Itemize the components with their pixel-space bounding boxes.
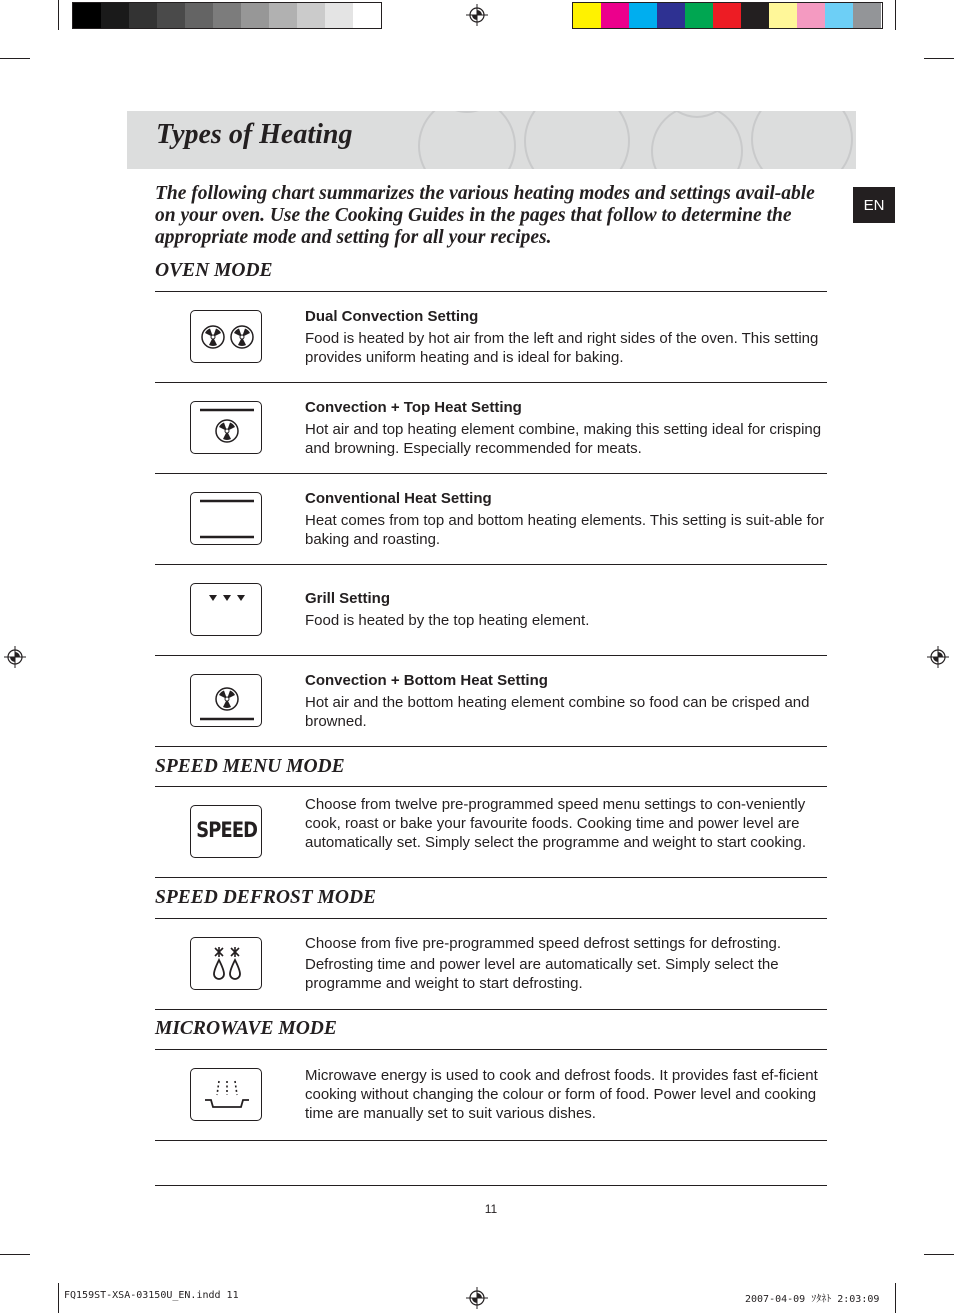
color-swatch [629,3,657,28]
convection-bottom-heat-icon [190,674,262,727]
crop-mark [895,0,896,30]
microwave-icon [190,1068,262,1121]
color-swatch [157,3,185,28]
dual-convection-icon [190,310,262,363]
divider [155,1140,827,1141]
page-number: 11 [484,1202,498,1216]
setting-description: Hot air and top heating element combine, making this setting ideal for crisping and browning. Especially recommended for meats. [305,421,822,457]
setting-description: Choose from twelve pre-programmed speed menu settings to con-veniently cook, roast or bake your favourite foods. Cooking time and power level are automatically set. Simply select the programme and weight to start cooking. [305,796,807,851]
crop-mark [58,0,59,30]
registration-mark-icon [4,646,26,668]
setting-description: Heat comes from top and bottom heating elements. This setting is suit-able for baking and roasting. [305,512,825,548]
color-swatch [213,3,241,28]
speed-icon [190,805,262,858]
oven-mode-heading: OVEN MODE [155,260,273,281]
color-swatch [601,3,629,28]
divider [155,1009,827,1010]
color-swatch [241,3,269,28]
setting-title: Dual Convection Setting [305,308,479,325]
title-banner [127,111,856,169]
setting-title: Convection + Top Heat Setting [305,399,522,416]
color-swatch [325,3,353,28]
process-color-bar [572,2,883,29]
divider [155,877,827,878]
crop-mark [0,58,30,59]
tomato-watermark-icon [407,111,856,169]
color-swatch [101,3,129,28]
color-swatch [741,3,769,28]
divider [155,918,827,919]
microwave-mode-heading: MICROWAVE MODE [155,1018,337,1039]
speed-defrost-mode-heading: SPEED DEFROST MODE [155,887,377,908]
divider [155,655,827,656]
color-swatch [185,3,213,28]
footer-divider [155,1185,827,1186]
grill-icon [190,583,262,636]
setting-title: Convection + Bottom Heat Setting [305,672,548,689]
crop-mark [0,1254,30,1255]
registration-mark-icon [466,4,488,26]
divider [155,1049,827,1050]
divider [155,746,827,747]
color-swatch [573,3,601,28]
color-swatch [657,3,685,28]
setting-description: Choose from five pre-programmed speed defrost settings for defrosting. [305,935,782,952]
setting-description: Hot air and the bottom heating element combine so food can be crisped and browned. [305,694,810,730]
color-swatch [353,3,381,28]
crop-mark [924,58,954,59]
speed-menu-mode-heading: SPEED MENU MODE [155,756,345,777]
speed-icon-label: SPEED [196,818,258,842]
color-swatch [269,3,297,28]
color-swatch [73,3,101,28]
grayscale-color-bar [72,2,382,29]
color-swatch [853,3,881,28]
color-swatch [797,3,825,28]
registration-mark-icon [927,646,949,668]
crop-mark [895,1283,896,1313]
divider [155,291,827,292]
defrost-icon [190,937,262,990]
color-swatch [685,3,713,28]
registration-mark-icon [466,1287,488,1309]
divider [155,564,827,565]
convection-top-heat-icon [190,401,262,454]
crop-mark [924,1254,954,1255]
setting-title: Conventional Heat Setting [305,490,492,507]
footer-date-slug: 2007-04-09 ｿﾀﾈﾄ 2:03:09 [745,1294,880,1305]
divider [155,786,827,787]
setting-title: Grill Setting [305,590,391,607]
color-swatch [129,3,157,28]
color-swatch [713,3,741,28]
setting-description: Food is heated by the top heating element. [305,612,590,629]
language-tab: EN [853,187,895,223]
page-title: Types of Heating [156,119,353,150]
divider [155,382,827,383]
setting-description: Defrosting time and power level are automatically set. Simply select the programme and weight to start defrosting. [305,956,779,992]
divider [155,473,827,474]
intro-paragraph: The following chart summarizes the various heating modes and settings avail-able on your oven. Use the Cooking Guides in the pages that follow to determine the appropriate mode and setting for all your recipes. [155,183,815,248]
color-swatch [825,3,853,28]
color-swatch [297,3,325,28]
setting-description: Food is heated by hot air from the left and right sides of the oven. This setting provides uniform heating and is ideal for baking. [305,330,819,366]
color-swatch [769,3,797,28]
crop-mark [58,1283,59,1313]
footer-file-slug: FQ159ST-XSA-03150U_EN.indd 11 [64,1290,239,1301]
conventional-heat-icon [190,492,262,545]
setting-description: Microwave energy is used to cook and defrost foods. It provides fast ef-ficient cooking without changing the colour or form of food. Power level and cooking time are manually set to suit various dishes. [305,1067,818,1122]
